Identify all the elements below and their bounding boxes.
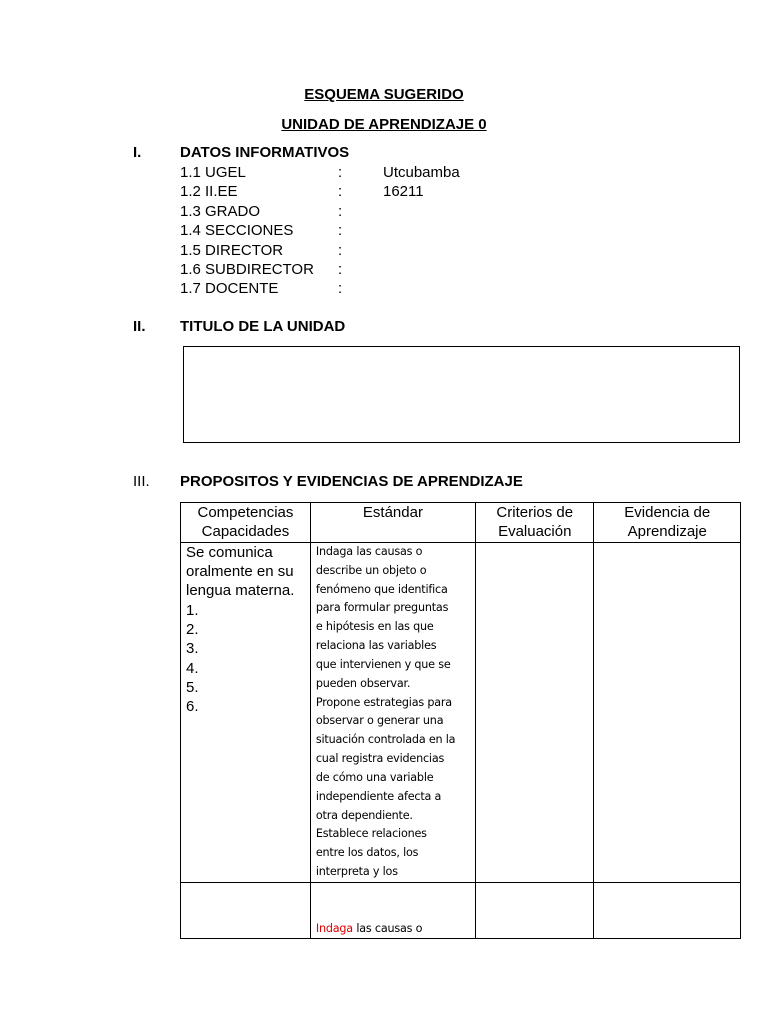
dato-colon: : <box>338 202 343 220</box>
header-line: Capacidades <box>201 523 290 541</box>
header-line: Competencias <box>197 504 294 521</box>
estandar-line: observar o generar una <box>315 714 444 728</box>
estandar-cell[interactable] <box>310 883 475 939</box>
unit-title-box[interactable] <box>183 346 740 443</box>
competencia-cell[interactable] <box>181 542 311 882</box>
estandar-line <box>316 920 472 938</box>
dato-colon: : <box>338 164 343 181</box>
section-2-number: II. <box>133 318 146 335</box>
section-1-number: I. <box>133 144 142 161</box>
header-criterios <box>476 503 594 543</box>
criterios-cell[interactable] <box>476 542 594 882</box>
dato-colon: : <box>338 222 343 240</box>
competencia-line: 3. <box>186 640 199 658</box>
section-2-title: TITULO DE LA UNIDAD <box>180 318 346 335</box>
estandar-line: situación controlada en la <box>315 733 456 747</box>
dato-value[interactable]: Utcubamba <box>383 164 460 181</box>
dato-row <box>180 241 580 260</box>
unit-title: UNIDAD DE APRENDIZAJE 0 <box>281 116 487 133</box>
estandar-line: fenómeno que identifica <box>315 582 448 596</box>
estandar-line: Indaga las causas o <box>315 544 423 558</box>
section-3-title: PROPOSITOS Y EVIDENCIAS DE APRENDIZAJE <box>180 473 523 490</box>
dato-label: 1.7 DOCENTE <box>180 280 279 298</box>
estandar-line: independiente afecta a <box>315 789 442 803</box>
estandar-line: e hipótesis en las que <box>315 620 434 634</box>
evidencia-cell[interactable] <box>594 883 741 939</box>
dato-row <box>180 182 580 201</box>
estandar-line: de cómo una variable <box>315 770 434 784</box>
competencia-line: Se comunica <box>186 543 273 561</box>
header-estandar <box>310 503 475 543</box>
header-line: Aprendizaje <box>627 523 707 541</box>
competencia-line: 1. <box>186 601 199 619</box>
estandar-line: describe un objeto o <box>315 563 427 577</box>
table-row <box>181 542 741 882</box>
competencia-line: 5. <box>186 678 199 696</box>
competencia-line: 6. <box>186 698 199 716</box>
dato-row <box>180 260 580 279</box>
estandar-line: que intervienen y que se <box>315 657 451 671</box>
dato-label: 1.4 SECCIONES <box>180 222 294 240</box>
section-1-title: DATOS INFORMATIVOS <box>180 144 350 161</box>
dato-row <box>180 279 580 298</box>
estandar-line: Propone estrategias para <box>315 695 452 709</box>
dato-colon: : <box>338 241 343 259</box>
competencia-line: lengua materna. <box>186 582 295 600</box>
estandar-line: entre los datos, los <box>315 846 419 860</box>
dato-label: 1.1 UGEL <box>180 164 246 181</box>
competencia-line: 2. <box>186 621 199 638</box>
table-row <box>181 883 741 939</box>
estandar-highlight: Indaga <box>315 922 353 935</box>
table-header-row <box>181 503 741 543</box>
header-line: Evaluación <box>498 523 572 541</box>
estandar-line: interpreta y los <box>315 865 398 879</box>
estandar-cell[interactable] <box>310 542 475 882</box>
header-evidencia <box>594 503 741 543</box>
dato-row <box>180 202 580 221</box>
header-line: Evidencia de <box>624 504 711 521</box>
estandar-line: cual registra evidencias <box>315 752 445 766</box>
estandar-text: las causas o <box>352 922 423 935</box>
dato-row <box>180 163 580 182</box>
evidencia-cell[interactable] <box>594 542 741 882</box>
header-line: Criterios de <box>496 504 574 521</box>
criterios-cell[interactable] <box>476 883 594 939</box>
estandar-line: pueden observar. <box>315 676 411 690</box>
header-line: Estándar <box>362 504 423 521</box>
dato-label: 1.3 GRADO <box>180 202 261 220</box>
estandar-line: otra dependiente. <box>315 808 413 822</box>
header-competencias <box>181 503 311 543</box>
competencia-cell[interactable] <box>181 883 311 939</box>
dato-label: 1.6 SUBDIRECTOR <box>180 261 314 278</box>
dato-label: 1.2 II.EE <box>180 183 238 201</box>
dato-colon: : <box>338 280 343 298</box>
section-3-number: III. <box>133 473 150 490</box>
estandar-line: para formular preguntas <box>315 601 449 615</box>
dato-value[interactable]: 16211 <box>383 183 424 201</box>
dato-colon: : <box>338 261 343 278</box>
dato-colon: : <box>338 183 343 201</box>
estandar-line: Establece relaciones <box>315 827 427 841</box>
dato-row <box>180 221 580 240</box>
estandar-line: relaciona las variables <box>315 639 437 653</box>
competencia-line: oralmente en su <box>186 563 294 581</box>
propositos-table <box>180 502 741 939</box>
dato-label: 1.5 DIRECTOR <box>180 241 284 259</box>
document-title: ESQUEMA SUGERIDO <box>304 86 464 103</box>
competencia-line: 4. <box>186 659 199 677</box>
